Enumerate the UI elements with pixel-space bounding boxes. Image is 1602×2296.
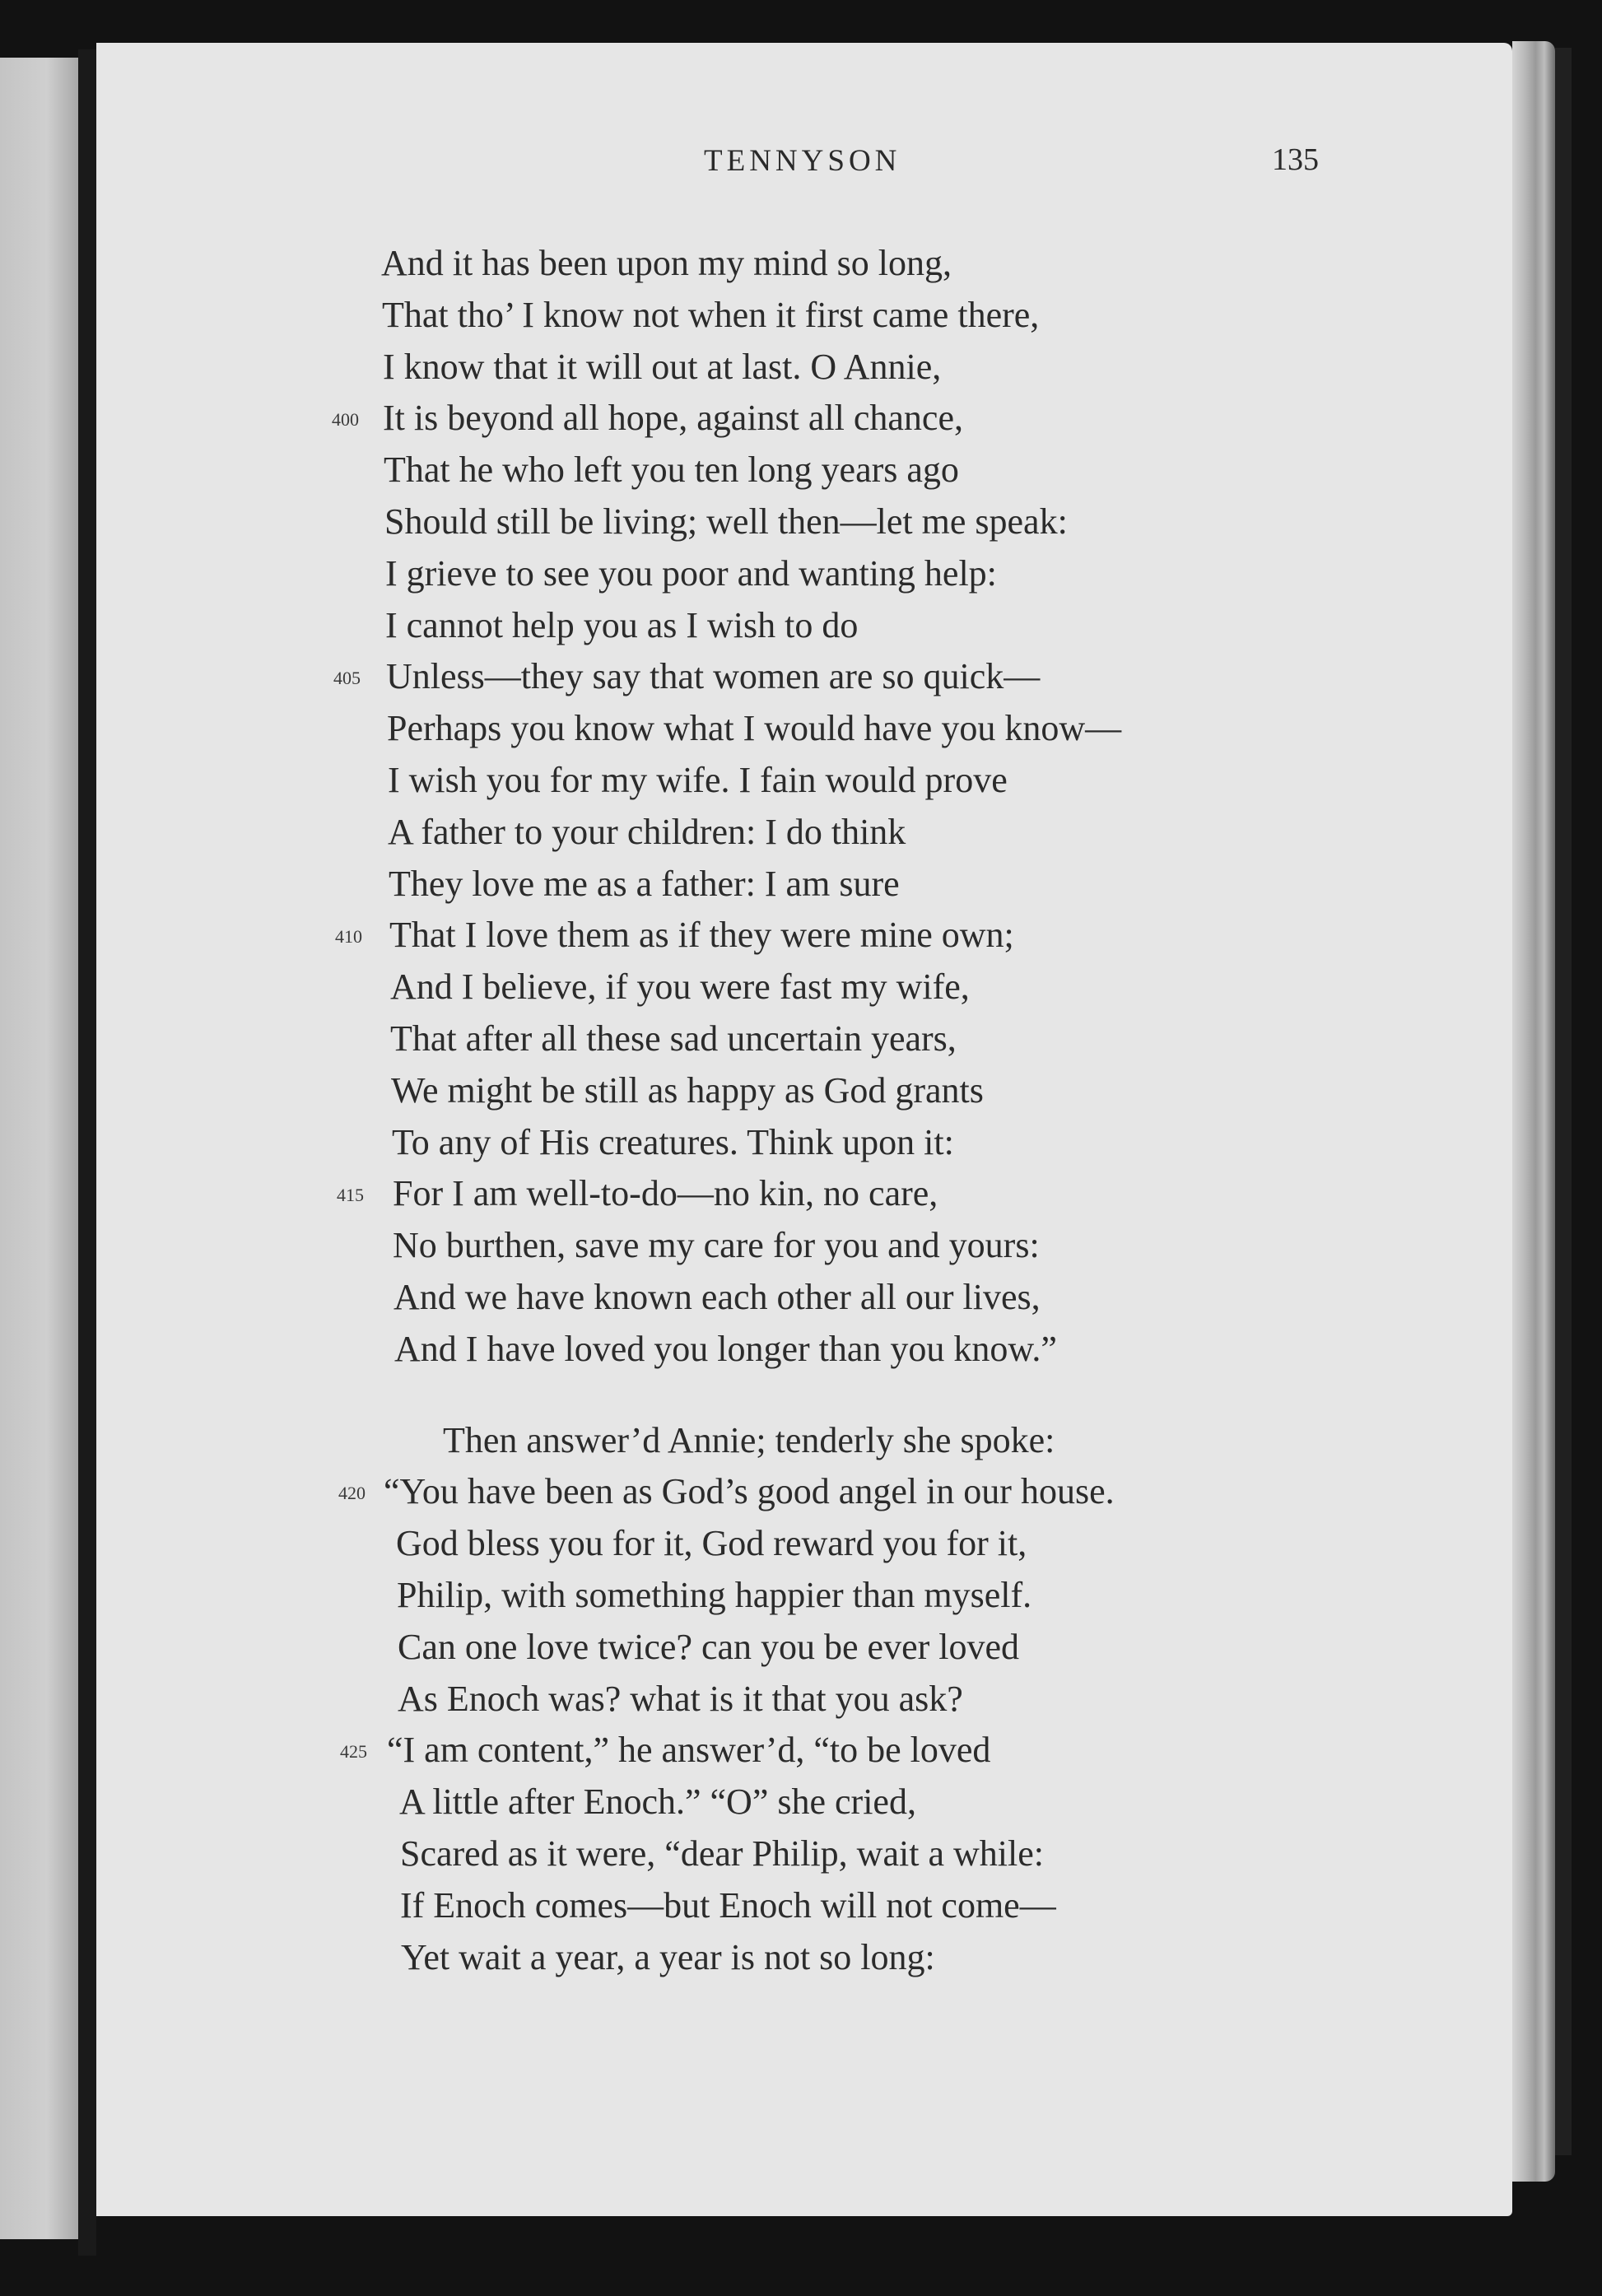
poem-line: And it has been upon my mind so long, <box>381 243 952 283</box>
poem-line: A little after Enoch.” “O” she cried, <box>399 1781 916 1823</box>
poem-line: No burthen, save my care for you and yours: <box>393 1225 1040 1266</box>
line-number: 405 <box>333 668 361 689</box>
poem-line: And I have loved you longer than you know.” <box>394 1328 1057 1369</box>
line-number: 400 <box>332 409 359 431</box>
poem-line: We might be still as happy as God grants <box>391 1069 984 1111</box>
page-number: 135 <box>1272 142 1319 177</box>
poem-line: I wish you for my wife. I fain would prove <box>388 760 1008 800</box>
line-number: 420 <box>338 1483 366 1504</box>
poem-line: That I love them as if they were mine own; <box>389 915 1014 956</box>
poem-line: A father to your children: I do think <box>388 811 906 852</box>
poem-line: I grieve to see you poor and wanting help: <box>385 552 997 594</box>
poem-line: “You have been as God’s good angel in our house. <box>384 1471 1115 1512</box>
poem-line: And I believe, if you were fast my wife, <box>390 966 970 1008</box>
running-title: TENNYSON <box>704 144 901 178</box>
poem-line: If Enoch comes—but Enoch will not come— <box>400 1884 1056 1926</box>
poem-line: Scared as it were, “dear Philip, wait a while: <box>400 1833 1044 1874</box>
poem-line: That tho’ I know not when it first came there, <box>382 294 1040 335</box>
line-number: 425 <box>340 1741 367 1763</box>
line-number: 415 <box>337 1185 364 1206</box>
poem-line: Should still be living; well then—let me speak: <box>384 501 1068 542</box>
poem-line: I know that it will out at last. O Annie, <box>383 346 942 387</box>
poem-line: Then answer’d Annie; tenderly she spoke: <box>443 1419 1055 1460</box>
line-number: 410 <box>335 926 362 948</box>
poem-line: As Enoch was? what is it that you ask? <box>398 1678 963 1719</box>
poem-line: Philip, with something happier than myself. <box>397 1575 1032 1615</box>
poem-line: “I am content,” he answer’d, “to be loved <box>387 1730 991 1771</box>
poem-line: Perhaps you know what I would have you know— <box>387 708 1122 749</box>
poem-line: God bless you for it, God reward you for it, <box>396 1523 1027 1564</box>
poem-line: It is beyond all hope, against all chance, <box>383 398 963 439</box>
poem-line: Yet wait a year, a year is not so long: <box>401 1936 935 1977</box>
poem-line: Can one love twice? can you be ever loved <box>398 1626 1020 1667</box>
poem-line: They love me as a father: I am sure <box>389 863 900 904</box>
poem-line: That after all these sad uncertain years, <box>390 1018 957 1059</box>
poem-line: I cannot help you as I wish to do <box>385 604 859 645</box>
poem-line: That he who left you ten long years ago <box>384 449 959 491</box>
poem-line: For I am well-to-do—no kin, no care, <box>393 1173 938 1214</box>
poem-line: And we have known each other all our lives, <box>394 1277 1041 1317</box>
poem-line: Unless—they say that women are so quick— <box>386 656 1041 697</box>
poem-line: To any of His creatures. Think upon it: <box>392 1121 954 1162</box>
